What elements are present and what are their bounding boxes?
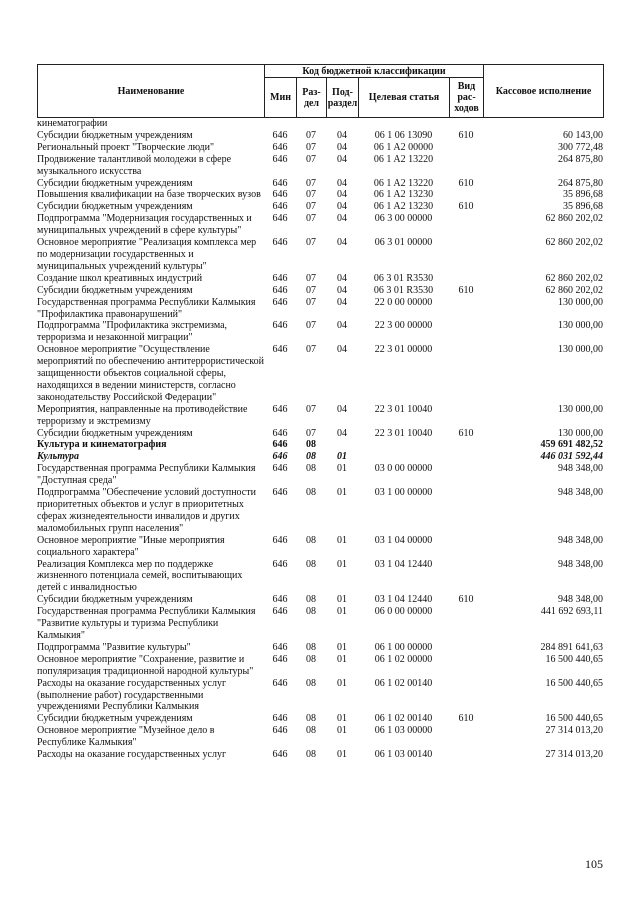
row-name: Основное мероприятие "Осуществление мероприятий по обеспечению антитеррористической защищенности объектов социальной сферы, находящихся в ведении министерств, согласно законодательству Российской Федерации": [37, 344, 264, 403]
row-podrazdel: 01: [337, 713, 347, 725]
row-podrazdel: 04: [337, 177, 347, 189]
row-razdel: 07: [306, 272, 316, 284]
row-name: Основное мероприятие "Иные мероприятия социального характера": [37, 534, 225, 558]
row-min: 646: [272, 272, 288, 284]
row-vid: [449, 487, 483, 535]
row-min: 646: [272, 403, 288, 415]
page-number: 105: [585, 857, 603, 871]
row-min: 646: [272, 284, 288, 296]
row-podrazdel: 04: [337, 272, 347, 284]
row-min: 646: [272, 641, 288, 653]
row-sum: 35 896,68: [563, 189, 603, 201]
row-vid: [449, 642, 483, 654]
row-razdel: 08: [306, 558, 316, 570]
row-vid: 610: [458, 427, 474, 439]
row-sum: 16 500 440,65: [545, 713, 603, 725]
table-row: [37, 273, 603, 285]
row-name: Субсидии бюджетным учреждениям: [37, 201, 193, 213]
row-podrazdel: 04: [337, 201, 347, 213]
row-razdel: 08: [306, 677, 316, 689]
row-name: Подпрограмма "Обеспечение условий доступности приоритетных объектов и услуг в приоритетных сферах жизнедеятельности инвалидов и других маломобильных групп населения": [37, 487, 256, 534]
table-row: [37, 213, 603, 237]
row-razdel: 08: [306, 713, 316, 725]
row-podrazdel: 01: [337, 725, 347, 737]
row-sum: 948 348,00: [558, 558, 603, 570]
table-row: [37, 606, 603, 642]
row-razdel: 07: [306, 141, 316, 153]
row-sum: 948 348,00: [558, 594, 603, 606]
row-vid: [449, 237, 483, 273]
table-row: [37, 201, 603, 213]
row-sum: 62 860 202,02: [545, 237, 603, 249]
row-vid: [449, 749, 483, 761]
row-razdel: 08: [306, 749, 316, 761]
row-min: 646: [272, 427, 288, 439]
table-row: [37, 189, 603, 201]
row-min: 646: [272, 558, 288, 570]
row-sum: 948 348,00: [558, 463, 603, 475]
row-target: 22 3 01 10040: [374, 427, 433, 439]
row-sum: 16 500 440,65: [545, 653, 603, 665]
row-razdel: 08: [306, 725, 316, 737]
row-razdel: 07: [306, 177, 316, 189]
row-name: Государственная программа Республики Калмыкия "Профилактика правонарушений": [37, 296, 256, 320]
table-rows: [37, 118, 603, 761]
row-razdel: 08: [306, 653, 316, 665]
table-row: [37, 344, 603, 404]
row-target: 06 1 03 00140: [374, 749, 433, 761]
row-podrazdel: 01: [337, 534, 347, 546]
row-min: 646: [272, 320, 288, 332]
row-target: [358, 439, 449, 451]
row-sum: 459 691 482,52: [540, 439, 603, 451]
row-sum: 300 772,48: [558, 141, 603, 153]
row-vid: 610: [458, 177, 474, 189]
table-row: [37, 642, 603, 654]
row-target: 22 3 00 00000: [374, 320, 433, 332]
row-min: 646: [272, 534, 288, 546]
row-podrazdel: 04: [337, 296, 347, 308]
header-vid: Вид рас-ходов: [450, 78, 484, 118]
table-row: [37, 297, 603, 321]
header-min: Мин: [265, 78, 297, 118]
row-min: 646: [272, 439, 288, 451]
row-razdel: 08: [306, 606, 316, 618]
table-row: [37, 130, 603, 142]
table-row: [37, 535, 603, 559]
row-sum: 35 896,68: [563, 201, 603, 213]
table-row: [37, 749, 603, 761]
row-target: 06 1 06 13090: [374, 129, 433, 141]
row-min: 646: [272, 713, 288, 725]
row-sum: 60 143,00: [563, 129, 603, 141]
row-min: 646: [272, 344, 288, 356]
row-razdel: 07: [306, 296, 316, 308]
row-name: Расходы на оказание государственных услуг: [37, 749, 227, 761]
row-min: 646: [272, 594, 288, 606]
row-sum: 130 000,00: [558, 296, 603, 308]
row-name: Подпрограмма "Развитие культуры": [37, 641, 191, 653]
row-name: Государственная программа Республики Калмыкия "Развитие культуры и туризма Республики Калмыкия": [37, 606, 256, 641]
header-name: Наименование: [38, 65, 265, 118]
row-razdel: 08: [306, 439, 316, 451]
table-row: [37, 154, 603, 178]
row-min: 646: [272, 677, 288, 689]
row-name: Субсидии бюджетным учреждениям: [37, 129, 193, 141]
row-vid: 610: [458, 201, 474, 213]
table-row: [37, 463, 603, 487]
row-target: 06 1 02 00140: [374, 677, 433, 689]
row-vid: [449, 404, 483, 428]
row-razdel: 07: [306, 427, 316, 439]
row-razdel: 07: [306, 201, 316, 213]
row-podrazdel: 01: [337, 606, 347, 618]
row-target: 06 1 A2 00000: [373, 141, 434, 153]
row-target: 03 1 04 12440: [374, 558, 433, 570]
row-target: 06 1 02 00140: [374, 713, 433, 725]
row-podrazdel: 01: [337, 677, 347, 689]
row-razdel: 07: [306, 129, 316, 141]
row-min: 646: [272, 177, 288, 189]
row-sum: 284 891 641,63: [540, 641, 603, 653]
row-razdel: 07: [306, 403, 316, 415]
header-target: Целевая статья: [359, 78, 450, 118]
row-target: 03 1 00 00000: [374, 487, 433, 499]
row-target: [358, 118, 449, 130]
row-sum: 16 500 440,65: [545, 677, 603, 689]
row-vid: [449, 320, 483, 344]
row-vid: [449, 725, 483, 749]
row-podrazdel: [326, 118, 358, 130]
row-sum: 62 860 202,02: [545, 213, 603, 225]
row-min: 646: [272, 487, 288, 499]
row-vid: [449, 463, 483, 487]
header-kassovoe: Кассовое исполнение: [484, 65, 604, 118]
row-name: Повышения квалификации на базе творческих вузов: [37, 189, 261, 201]
row-razdel: 08: [306, 451, 316, 463]
table-row: [37, 285, 603, 297]
table-row: [37, 439, 603, 451]
row-target: 03 1 04 12440: [374, 594, 433, 606]
row-name: Основное мероприятие "Реализация комплекса мер по модернизации государственных и муниципальных учреждений культуры": [37, 237, 257, 272]
row-min: 646: [272, 189, 288, 201]
row-name: Региональный проект "Творческие люди": [37, 141, 215, 153]
row-sum: 27 314 013,20: [545, 725, 603, 737]
row-vid: [449, 559, 483, 595]
row-name: Подпрограмма "Профилактика экстремизма, терроризма и незаконной миграции": [37, 320, 228, 344]
row-razdel: 08: [306, 594, 316, 606]
row-vid: [449, 678, 483, 714]
row-min: 646: [272, 141, 288, 153]
row-target: 22 0 00 00000: [374, 296, 433, 308]
row-podrazdel: 04: [337, 153, 347, 165]
row-razdel: 08: [306, 641, 316, 653]
row-min: 646: [272, 606, 288, 618]
row-podrazdel: 04: [337, 213, 347, 225]
row-sum: 130 000,00: [558, 403, 603, 415]
row-target: 06 1 03 00000: [374, 725, 433, 737]
row-razdel: 07: [306, 284, 316, 296]
row-target: 06 3 01 R3530: [373, 284, 434, 296]
header-podrazdel: Под-раздел: [327, 78, 359, 118]
table-row: [37, 320, 603, 344]
row-target: 06 1 A2 13230: [373, 201, 434, 213]
table-row: [37, 594, 603, 606]
row-name: Создание школ креативных индустрий: [37, 272, 203, 284]
row-razdel: [296, 118, 326, 130]
table-row: [37, 713, 603, 725]
row-podrazdel: 04: [337, 189, 347, 201]
table-row: [37, 237, 603, 273]
row-podrazdel: 04: [337, 141, 347, 153]
row-target: [358, 451, 449, 463]
row-target: 06 1 02 00000: [374, 653, 433, 665]
row-podrazdel: 01: [337, 487, 347, 499]
row-name: Субсидии бюджетным учреждениям: [37, 427, 193, 439]
row-name: Культура и кинематография: [37, 439, 167, 451]
row-vid: [449, 535, 483, 559]
row-sum: 27 314 013,20: [545, 749, 603, 761]
row-target: 06 3 01 00000: [374, 237, 433, 249]
row-target: 22 3 01 00000: [374, 344, 433, 356]
row-sum: 264 875,80: [558, 177, 603, 189]
row-sum: 948 348,00: [558, 487, 603, 499]
row-razdel: 08: [306, 534, 316, 546]
row-name: кинематографии: [37, 118, 108, 129]
row-target: 06 0 00 00000: [374, 606, 433, 618]
row-podrazdel: 04: [337, 427, 347, 439]
table-row: [37, 118, 603, 130]
row-target: 06 1 A2 13220: [373, 153, 434, 165]
row-razdel: 08: [306, 487, 316, 499]
table-row: [37, 654, 603, 678]
row-name: Подпрограмма "Модернизация государственных и муниципальных учреждений в сфере культуры": [37, 213, 252, 237]
row-vid: [449, 118, 483, 130]
row-target: 06 3 00 00000: [374, 213, 433, 225]
row-min: 646: [272, 296, 288, 308]
row-name: Мероприятия, направленные на противодействие терроризму и экстремизму: [37, 403, 248, 427]
row-min: 646: [272, 451, 288, 463]
row-name: Субсидии бюджетным учреждениям: [37, 284, 193, 296]
row-podrazdel: 01: [337, 653, 347, 665]
row-sum: 130 000,00: [558, 427, 603, 439]
row-sum: 130 000,00: [558, 320, 603, 332]
row-name: Культура: [37, 451, 80, 463]
row-min: 646: [272, 153, 288, 165]
row-vid: [449, 154, 483, 178]
row-sum: [483, 118, 603, 130]
row-podrazdel: 04: [337, 344, 347, 356]
row-razdel: 07: [306, 189, 316, 201]
row-podrazdel: 01: [337, 641, 347, 653]
row-sum: 441 692 693,11: [540, 606, 603, 618]
row-vid: 610: [458, 713, 474, 725]
row-vid: [449, 213, 483, 237]
row-podrazdel: 01: [337, 451, 347, 463]
header-razdel: Раз-дел: [297, 78, 327, 118]
row-vid: 610: [458, 594, 474, 606]
row-podrazdel: 01: [337, 558, 347, 570]
row-razdel: 07: [306, 320, 316, 332]
row-podrazdel: 04: [337, 320, 347, 332]
row-target: 06 1 A2 13230: [373, 189, 434, 201]
row-razdel: 07: [306, 153, 316, 165]
row-sum: 948 348,00: [558, 534, 603, 546]
row-name: Продвижение талантливой молодежи в сфере музыкального искусства: [37, 153, 232, 177]
row-name: Субсидии бюджетным учреждениям: [37, 594, 193, 606]
table-row: [37, 559, 603, 595]
row-name: Основное мероприятие "Сохранение, развитие и популяризация традиционной народной культуры": [37, 653, 254, 677]
table-row: [37, 178, 603, 190]
row-min: 646: [272, 201, 288, 213]
row-min: 646: [272, 129, 288, 141]
row-min: [264, 118, 296, 130]
row-target: 22 3 01 10040: [374, 403, 433, 415]
row-sum: 130 000,00: [558, 344, 603, 356]
row-vid: [449, 606, 483, 642]
table-row: [37, 678, 603, 714]
row-target: 06 1 A2 13220: [373, 177, 434, 189]
row-sum: 264 875,80: [558, 153, 603, 165]
row-razdel: 08: [306, 463, 316, 475]
row-name: Основное мероприятие "Музейное дело в Республике Калмыкия": [37, 725, 215, 749]
row-target: 03 1 04 00000: [374, 534, 433, 546]
table-row: [37, 404, 603, 428]
row-podrazdel: 01: [337, 749, 347, 761]
row-sum: 446 031 592,44: [540, 451, 603, 463]
table-body: [37, 118, 603, 761]
row-podrazdel: 04: [337, 129, 347, 141]
table-row: [37, 451, 603, 463]
row-vid: [449, 654, 483, 678]
header-code-group: Код бюджетной классификации: [265, 65, 484, 78]
row-target: 06 1 00 00000: [374, 641, 433, 653]
row-min: 646: [272, 653, 288, 665]
row-vid: [449, 439, 483, 451]
row-vid: [449, 297, 483, 321]
row-vid: [449, 142, 483, 154]
row-razdel: 07: [306, 237, 316, 249]
table-row: [37, 725, 603, 749]
row-vid: [449, 451, 483, 463]
row-min: 646: [272, 463, 288, 475]
row-name: Расходы на оказание государственных услуг (выполнение работ) государственными учреждениями Республики Калмыкия: [37, 677, 227, 713]
row-sum: 62 860 202,02: [545, 272, 603, 284]
row-min: 646: [272, 237, 288, 249]
row-razdel: 07: [306, 213, 316, 225]
row-vid: [449, 344, 483, 404]
row-name: Субсидии бюджетным учреждениям: [37, 177, 193, 189]
row-target: 06 3 01 R3530: [373, 272, 434, 284]
row-sum: 62 860 202,02: [545, 284, 603, 296]
row-vid: [449, 273, 483, 285]
row-podrazdel: 04: [337, 284, 347, 296]
row-min: 646: [272, 749, 288, 761]
table-header: [37, 64, 604, 118]
row-vid: 610: [458, 129, 474, 141]
row-name: Реализация Комплекса мер по поддержке жизненного потенциала семей, воспитывающих детей с инвалидностью: [37, 558, 243, 594]
row-razdel: 07: [306, 344, 316, 356]
row-min: 646: [272, 725, 288, 737]
row-name: Субсидии бюджетным учреждениям: [37, 713, 193, 725]
row-name: Государственная программа Республики Калмыкия "Доступная среда": [37, 463, 256, 487]
table-row: [37, 487, 603, 535]
table-row: [37, 142, 603, 154]
table-row: [37, 428, 603, 440]
row-podrazdel: 01: [337, 594, 347, 606]
row-podrazdel: 04: [337, 403, 347, 415]
row-vid: [449, 189, 483, 201]
budget-document: [37, 64, 603, 761]
row-podrazdel: [326, 439, 358, 451]
row-target: 03 0 00 00000: [374, 463, 433, 475]
row-podrazdel: 04: [337, 237, 347, 249]
row-min: 646: [272, 213, 288, 225]
row-vid: 610: [458, 284, 474, 296]
row-podrazdel: 01: [337, 463, 347, 475]
